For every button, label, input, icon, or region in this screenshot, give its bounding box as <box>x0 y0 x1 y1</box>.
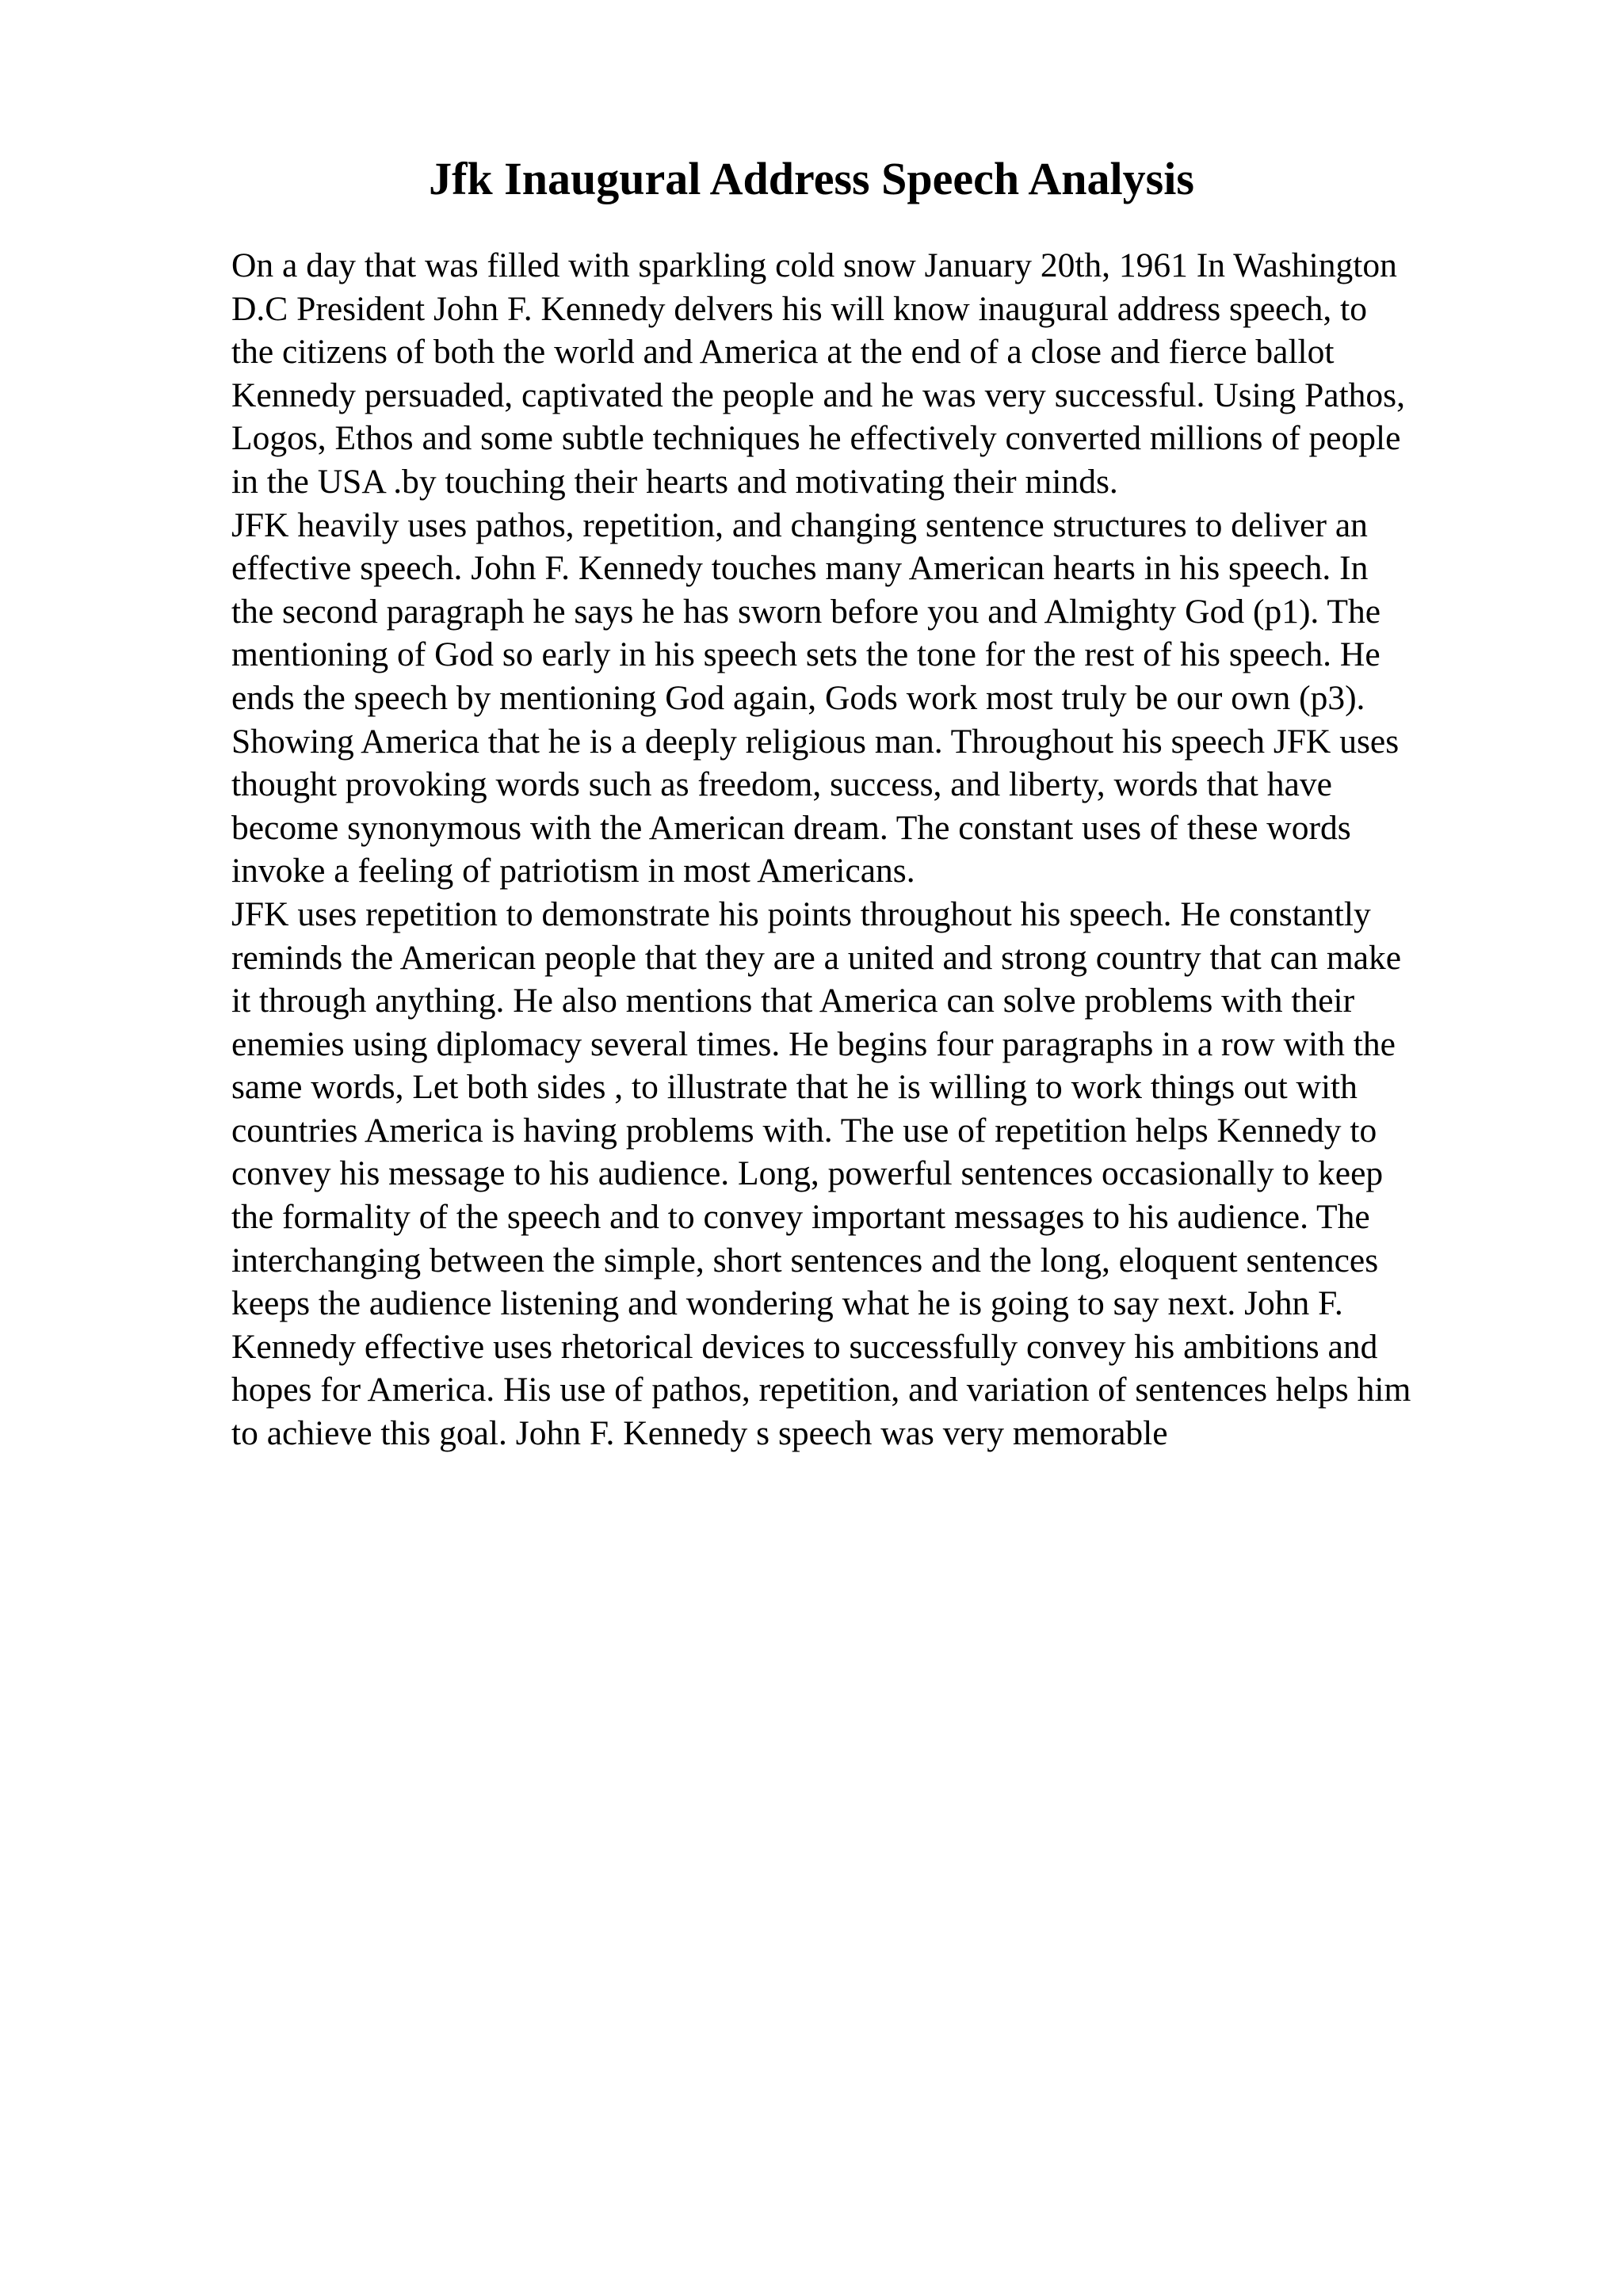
document-body <box>231 244 1539 1455</box>
document-title: Jfk Inaugural Address Speech Analysis <box>429 153 1194 204</box>
body-line: it through anything. He also mentions that America can solve problems with their <box>231 982 1355 1020</box>
body-line: the second paragraph he says he has sworn before you and Almighty God (p1). The <box>231 592 1381 631</box>
body-line: same words, Let both sides , to illustrate that he is willing to work things out with <box>231 1068 1358 1107</box>
body-line: ends the speech by mentioning God again, Gods work most truly be our own (p3). <box>231 678 1365 717</box>
body-line: become synonymous with the American dream. The constant uses of these words <box>231 808 1351 847</box>
body-line: to achieve this goal. John F. Kennedy s speech was very memorable <box>231 1414 1168 1453</box>
body-line: invoke a feeling of patriotism in most Americans. <box>231 852 915 891</box>
body-line: mentioning of God so early in his speech sets the tone for the rest of his speech. He <box>231 635 1381 674</box>
body-line: convey his message to his audience. Long, powerful sentences occasionally to keep <box>231 1154 1384 1193</box>
body-line: enemies using diplomacy several times. He begins four paragraphs in a row with the <box>231 1024 1396 1063</box>
body-line: reminds the American people that they are a united and strong country that can make <box>231 938 1402 977</box>
body-line: the formality of the speech and to convey important messages to his audience. The <box>231 1198 1370 1237</box>
body-line: the citizens of both the world and America at the end of a close and fierce ballot <box>231 333 1335 372</box>
body-line: Logos, Ethos and some subtle techniques he effectively converted millions of people <box>231 419 1401 458</box>
body-line: Kennedy persuaded, captivated the people and he was very successful. Using Pathos, <box>231 376 1405 414</box>
body-line: thought provoking words such as freedom, success, and liberty, words that have <box>231 765 1332 804</box>
body-line: interchanging between the simple, short sentences and the long, eloquent sentences <box>231 1241 1379 1280</box>
body-line: effective speech. John F. Kennedy touches many American hearts in his speech. In <box>231 549 1369 588</box>
body-line: On a day that was filled with sparkling cold snow January 20th, 1961 In Washington <box>231 246 1397 284</box>
body-line: JFK uses repetition to demonstrate his points throughout his speech. He constantly <box>231 894 1371 933</box>
body-line: hopes for America. His use of pathos, repetition, and variation of sentences helps him <box>231 1371 1411 1409</box>
body-line: in the USA .by touching their hearts and motivating their minds. <box>231 462 1118 501</box>
body-line: countries America is having problems with. The use of repetition helps Kennedy to <box>231 1111 1377 1150</box>
body-line: D.C President John F. Kennedy delvers his will know inaugural address speech, to <box>231 289 1367 328</box>
body-line: JFK heavily uses pathos, repetition, and changing sentence structures to deliver an <box>231 505 1368 544</box>
body-line: Kennedy effective uses rhetorical devices to successfully convey his ambitions and <box>231 1327 1378 1366</box>
body-line: Showing America that he is a deeply religious man. Throughout his speech JFK uses <box>231 722 1400 761</box>
body-line: keeps the audience listening and wondering what he is going to say next. John F. <box>231 1284 1343 1323</box>
